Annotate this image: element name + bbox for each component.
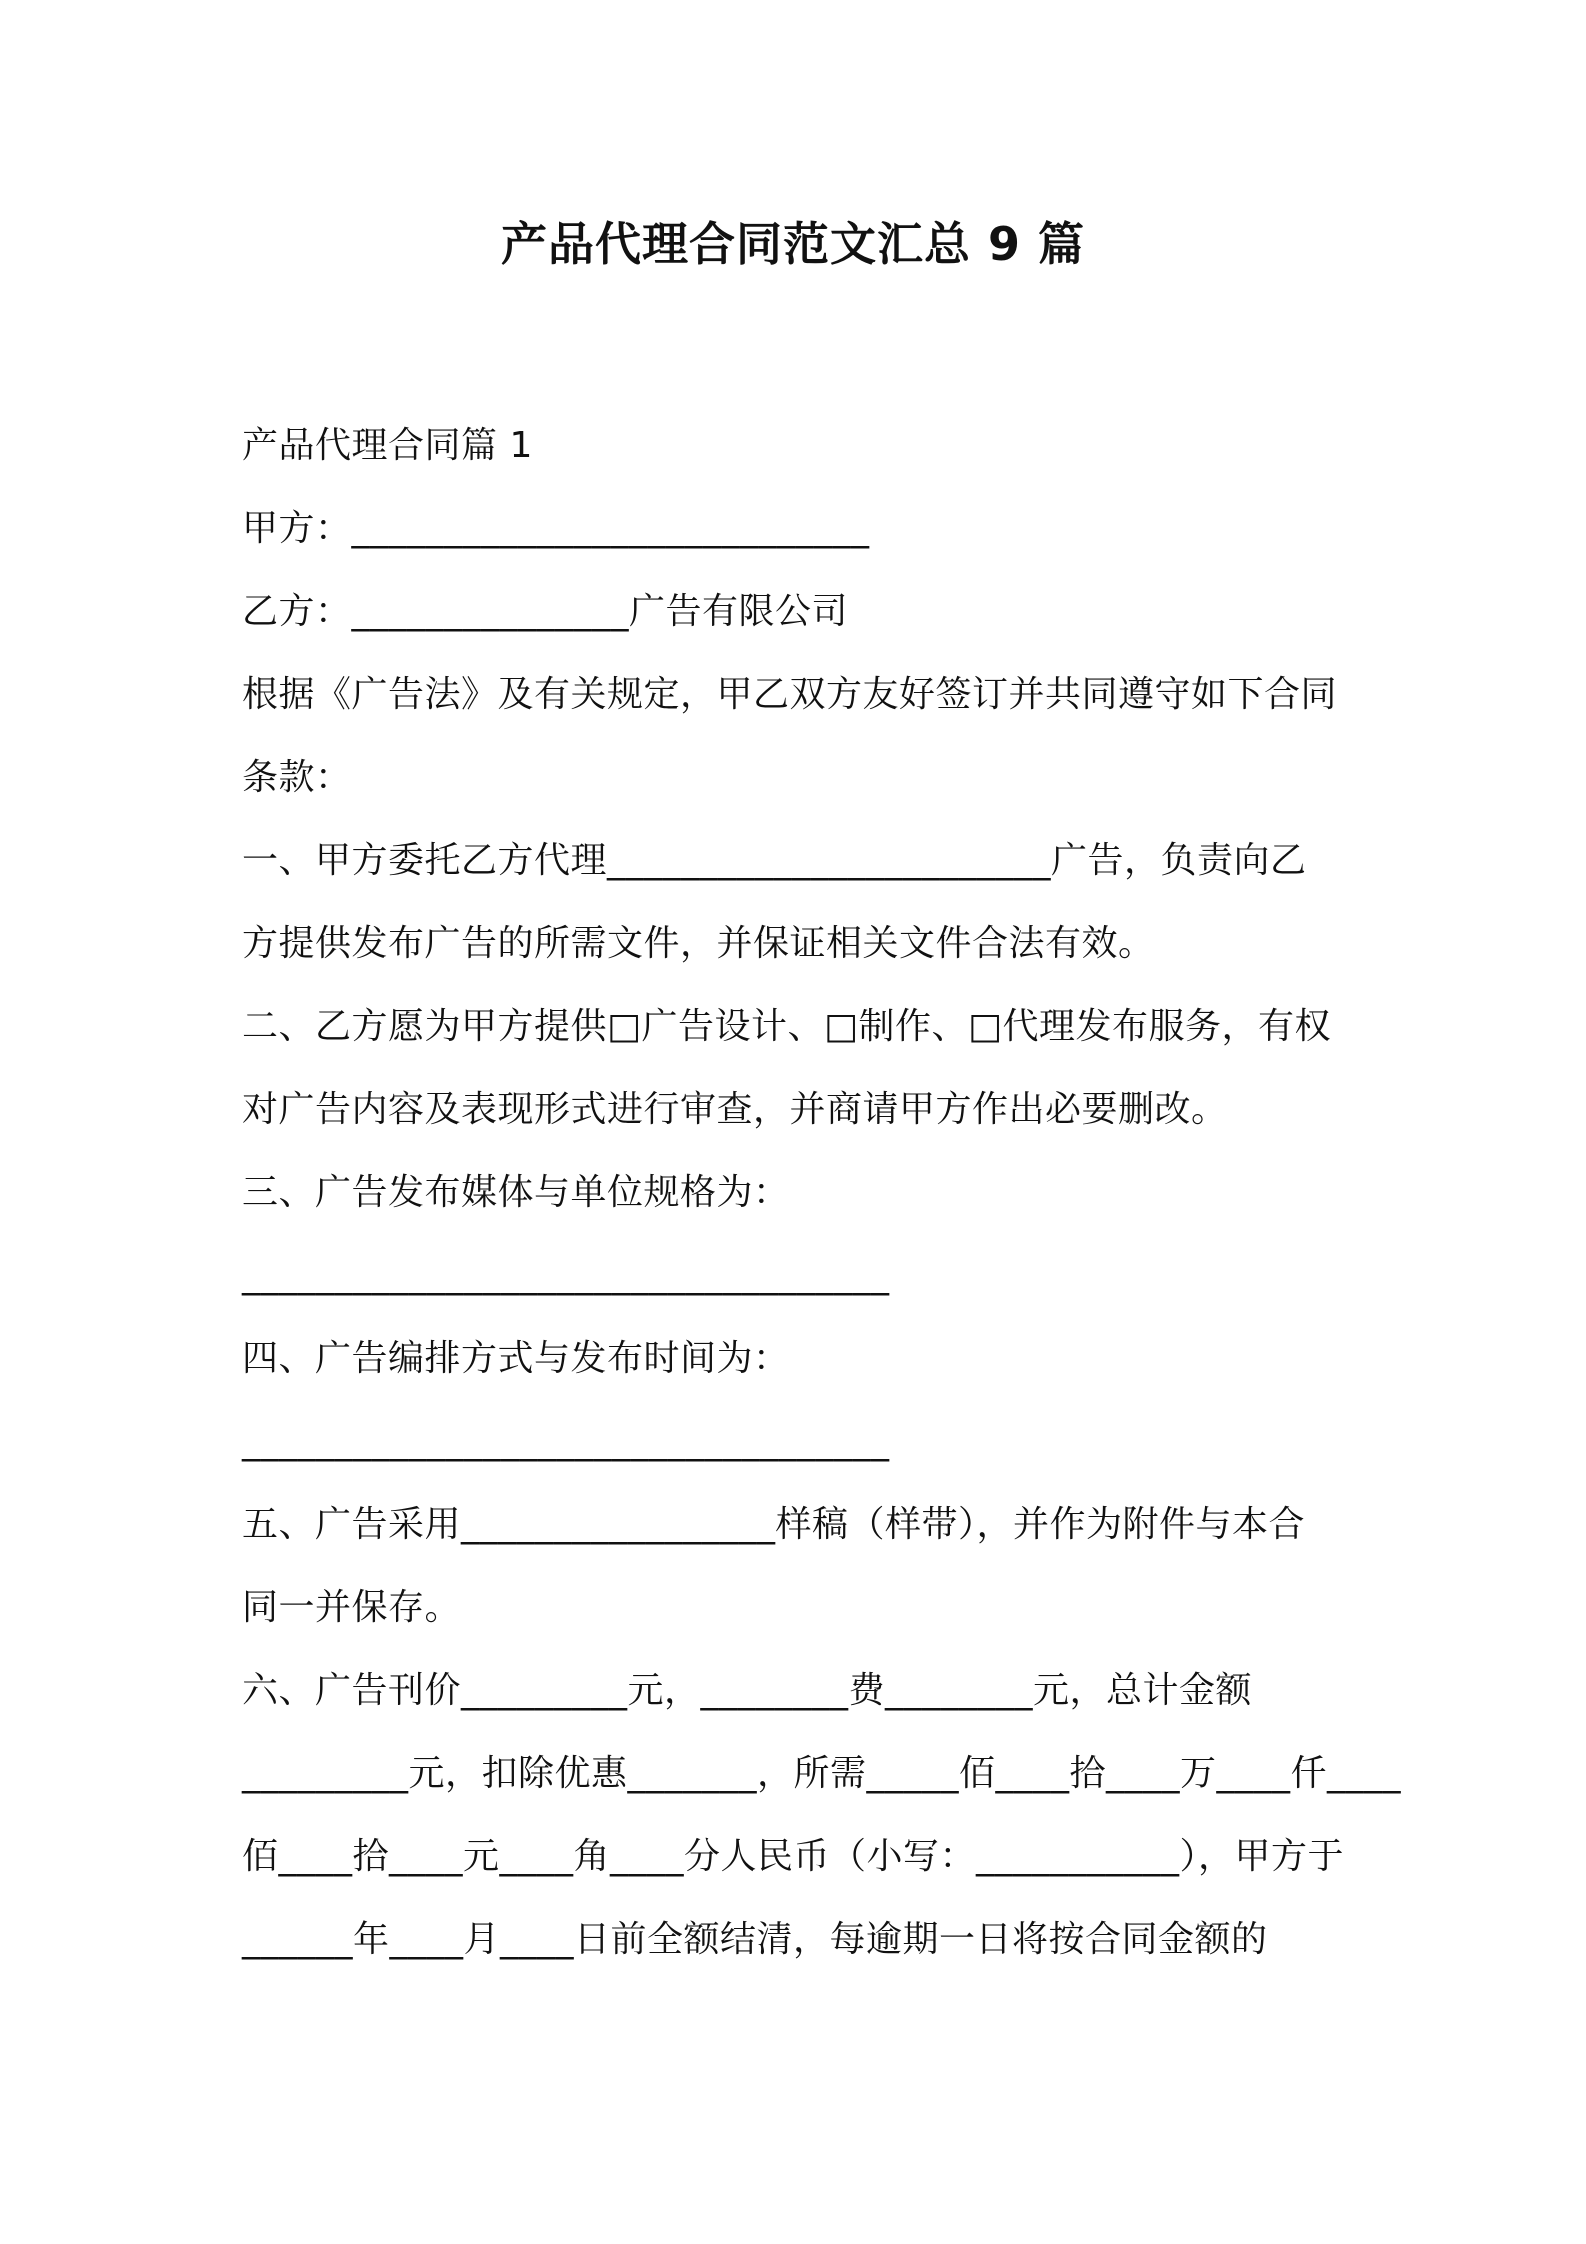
paragraph-line: 根据《广告法》及有关规定，甲乙双方友好签订并共同遵守如下合同 bbox=[242, 674, 1338, 715]
party-a-line: 甲方：____________________________ bbox=[242, 508, 870, 549]
clause-2-line: 二、乙方愿为甲方提供□广告设计、□制作、□代理发布服务，有权 bbox=[242, 1006, 1332, 1047]
party-b-line: 乙方：_______________广告有限公司 bbox=[242, 591, 849, 632]
clause-1-line: 方提供发布广告的所需文件，并保证相关文件合法有效。 bbox=[242, 923, 1155, 964]
clause-6-line: ______年____月____日前全额结清，每逾期一日将按合同金额的 bbox=[242, 1919, 1268, 1960]
document-body bbox=[242, 404, 1402, 1981]
contract-heading: 产品代理合同篇 1 bbox=[242, 425, 533, 466]
clause-6-line: 佰____拾____元____角____分人民币（小写：___________），甲方于 bbox=[242, 1836, 1345, 1877]
clause-6-line: 六、广告刊价_________元，________费________元，总计金额 bbox=[242, 1670, 1253, 1711]
clause-4-line: 四、广告编排方式与发布时间为： bbox=[242, 1338, 790, 1379]
clause-3-line: 三、广告发布媒体与单位规格为： bbox=[242, 1172, 790, 1213]
paragraph-line: 条款： bbox=[242, 757, 352, 798]
blank-line: ___________________________________ bbox=[242, 1421, 890, 1462]
clause-5-line: 同一并保存。 bbox=[242, 1587, 462, 1628]
clause-2-line: 对广告内容及表现形式进行审查，并商请甲方作出必要删改。 bbox=[242, 1089, 1228, 1130]
clause-6-line: _________元，扣除优惠_______，所需_____佰____拾____万____仟____ bbox=[242, 1753, 1402, 1794]
clause-5-line: 五、广告采用_________________样稿（样带），并作为附件与本合 bbox=[242, 1504, 1306, 1545]
clause-1-line: 一、甲方委托乙方代理________________________广告，负责向乙 bbox=[242, 840, 1307, 881]
blank-line: ___________________________________ bbox=[242, 1255, 890, 1296]
document-title: 产品代理合同范文汇总 9 篇 bbox=[500, 217, 1086, 271]
